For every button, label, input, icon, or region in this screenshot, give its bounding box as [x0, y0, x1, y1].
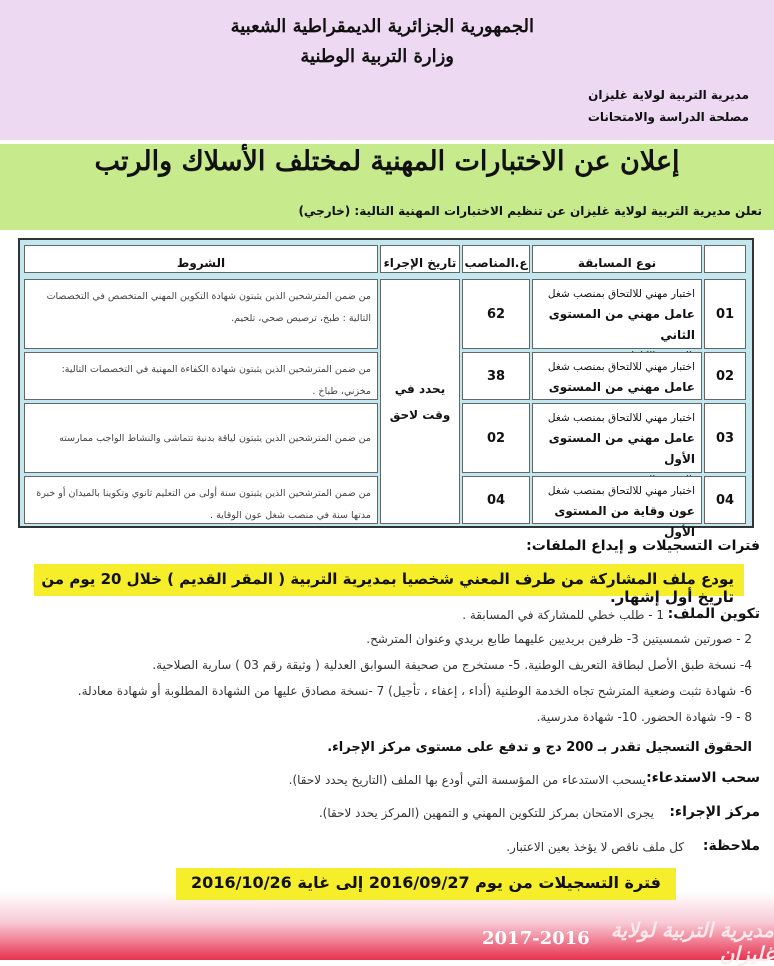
withdraw-label: سحب الاستدعاء:: [646, 770, 760, 786]
header-conditions: الشروط: [24, 245, 378, 273]
title-band: [0, 144, 774, 230]
row-conditions: من ضمن المترشحين الذين يثبتون شهادة الكفاءة المهنية في التخصصات التالية: مخزني، طباخ .: [24, 352, 378, 400]
row-num: 04: [704, 476, 746, 524]
note-label: ملاحظة:: [702, 838, 760, 854]
school-year: 2017-2016: [482, 928, 590, 949]
row-posts: 04: [462, 476, 530, 524]
type-prefix: اختبار مهني للالتحاق بمنصب شغل: [547, 412, 695, 424]
header-num: [704, 245, 746, 273]
type-prefix: اختبار مهني للالتحاق بمنصب شغل: [547, 361, 695, 373]
deposit-text: يودع ملف المشاركة من طرف المعني شخصيا بمديرية التربية ( المقر القديم ) خلال 20 يوم من تاريخ أول إشهار.: [41, 570, 734, 606]
header-band: [0, 0, 774, 140]
ministry-name: وزارة التربية الوطنية: [300, 46, 454, 67]
page-title: إعلان عن الاختبارات المهنية لمختلف الأسلاك والرتب: [94, 146, 680, 177]
exam-date: يحدد في وقت لاحق: [380, 279, 460, 524]
directorate-name: مديرية التربية لولاية غليزان: [588, 88, 749, 102]
withdraw-text: يسحب الاستدعاء من المؤسسة التي أودع بها الملف (التاريخ يحدد لاحقا).: [288, 773, 646, 787]
row-posts: 62: [462, 279, 530, 349]
announcement-subtitle: تعلن مديرية التربية لولاية غليزان عن تنظيم الاختبارات المهنية التالية: (خارجي): [298, 204, 762, 218]
service-name: مصلحة الدراسة والامتحانات: [587, 110, 749, 124]
row-type: [532, 403, 702, 473]
header-posts: ع.المناصب: [462, 245, 530, 273]
center-text: يجرى الامتحان بمركز للتكوين المهني و التمهين (المركز يحدد لاحقا).: [318, 806, 654, 820]
exams-table: [18, 238, 754, 539]
type-prefix: اختبار مهني للالتحاق بمنصب شغل: [547, 485, 695, 497]
file-label: تكوين الملف:: [667, 606, 760, 622]
note-text: كل ملف ناقص لا يؤخذ بعين الاعتبار.: [506, 840, 684, 854]
row-posts: 38: [462, 352, 530, 400]
row-conditions: من ضمن المترشحين الذين يثبتون لياقة بدنية تتماشى والنشاط الواجب ممارسته: [24, 403, 378, 473]
period-text: فترة التسجيلات من يوم 2016/09/27 إلى غاية 2016/10/26: [191, 873, 661, 892]
row-num: 03: [704, 403, 746, 473]
fees-text: الحقوق التسجيل تقدر بـ 200 دج و تدفع على مستوى مركز الإجراء.: [327, 740, 752, 755]
directorate-watermark: مديرية التربية لولاية غليزان: [610, 918, 774, 966]
registration-heading: فترات التسجيلات و إيداع الملفات:: [526, 538, 760, 554]
header-type: نوع المسابقة: [532, 245, 702, 273]
file-item-2: 2 - صورتين شمسيتين 3- ظرفين بريديين عليهما طابع بريدي وعنوان المترشح.: [366, 632, 752, 646]
row-num: 01: [704, 279, 746, 349]
deposit-highlight: [34, 564, 744, 606]
file-item-1: 1 - طلب خطي للمشاركة في المسابقة .: [462, 608, 664, 622]
row-num: 02: [704, 352, 746, 400]
file-item-8: 8 - 9- شهادة الحضور. 10- شهادة مدرسية.: [536, 710, 752, 724]
header-date: تاريخ الإجراء: [380, 245, 460, 273]
center-label: مركز الإجراء:: [669, 804, 760, 820]
type-title: عامل مهني من المستوى: [548, 380, 695, 394]
type-title: عامل مهني من المستوى الأول: [548, 431, 695, 466]
file-item-6: 6- شهادة تثبت وضعية المترشح تجاه الخدمة الوطنية (أداء ، إعفاء ، تأجيل) 7 -نسخة مصادق عليها من الشهادة المطلوبة أو شهادة معادلة.: [77, 684, 752, 698]
type-title: عون وقاية من المستوى الأول: [554, 504, 695, 539]
row-type: [532, 279, 702, 349]
republic-name: الجمهورية الجزائرية الديمقراطية الشعبية: [230, 16, 534, 37]
row-type: [532, 352, 702, 400]
type-title: عامل مهني من المستوى الثاني: [548, 307, 695, 342]
period-highlight: [176, 868, 676, 900]
row-conditions: من ضمن المترشحين الذين يثبتون شهادة التكوين المهني المتخصص في التخصصات التالية : طبخ، ترصيص صحي، تلحيم.: [24, 279, 378, 349]
row-posts: 02: [462, 403, 530, 473]
row-conditions: من ضمن المترشحين الذين يثبتون سنة أولى من التعليم ثانوي وتكوينا بالميدان أو خبرة مدتها سنة في منصب شغل عون الوقاية .: [24, 476, 378, 524]
row-type: [532, 476, 702, 539]
file-item-4: 4- نسخة طبق الأصل لبطاقة التعريف الوطنية. 5- مستخرج من صحيفة السوابق العدلية ( وثيقة رقم 03 ) سارية الصلاحية.: [152, 658, 752, 672]
type-prefix: اختبار مهني للالتحاق بمنصب شغل: [547, 288, 695, 300]
